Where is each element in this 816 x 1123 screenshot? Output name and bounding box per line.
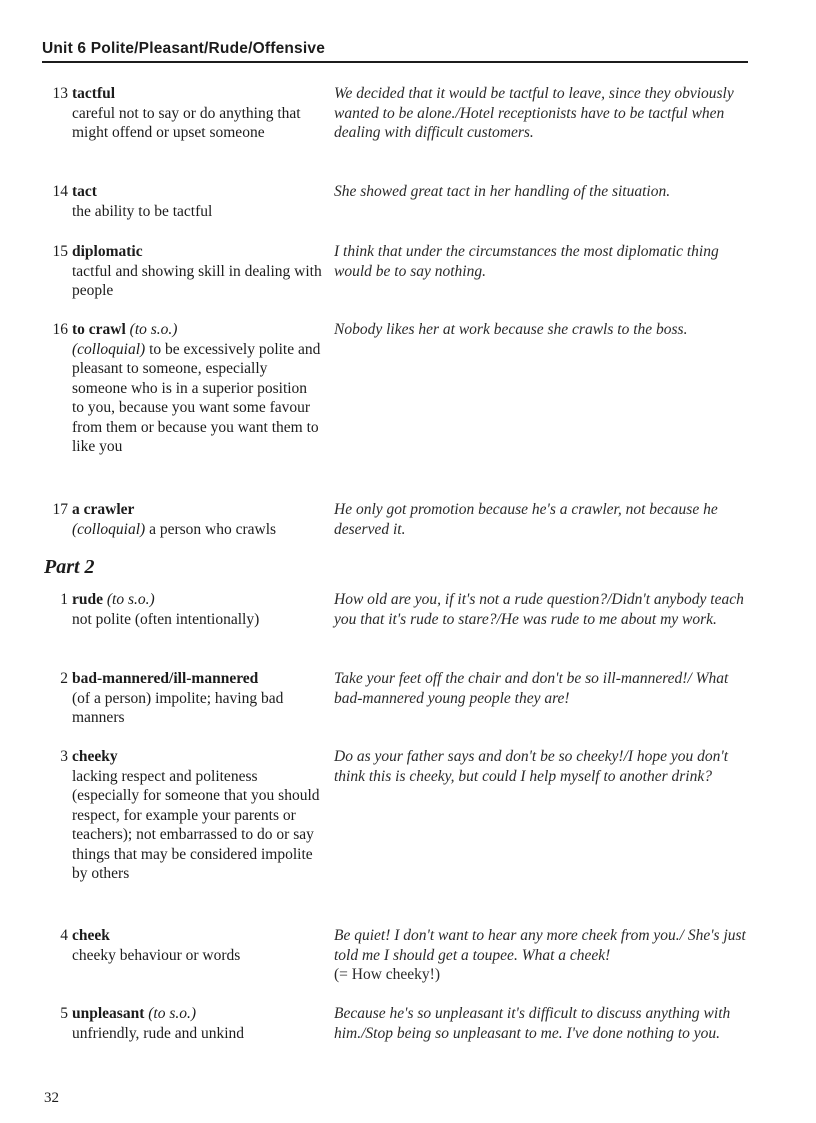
entry-example: We decided that it would be tactful to leave, since they obviously wanted to be alone./Hotel receptionists have to be tactful when dealing with difficult customers. — [334, 85, 734, 141]
entry-term-note: (to s.o.) — [106, 591, 155, 608]
running-header: Unit 6 Polite/Pleasant/Rude/Offensive — [42, 40, 748, 63]
entry-term: diplomatic — [72, 243, 143, 260]
entry-term: unpleasant — [72, 1005, 145, 1022]
entry-definition: the ability to be tactful — [72, 202, 213, 220]
entry-definition: not polite (often intentionally) — [72, 610, 260, 628]
register-label: (colloquial) — [72, 340, 146, 358]
entry-example: I think that under the circumstances the most diplomatic thing would be to say nothing. — [334, 243, 719, 280]
entry-number: 15 — [52, 243, 68, 260]
entry-example: Nobody likes her at work because she crawls to the boss. — [334, 321, 688, 338]
entry-definition: (of a person) impolite; having bad manners — [72, 689, 284, 726]
entry-term: cheek — [72, 927, 110, 944]
entry-example: Because he's so unpleasant it's difficult to discuss anything with him./Stop being so unpleasant to me. I've done nothing to you. — [334, 1005, 731, 1042]
entry-term: cheeky — [72, 748, 118, 765]
entry-number: 3 — [60, 748, 68, 765]
entry-number: 1 — [60, 591, 68, 608]
entry-example: How old are you, if it's not a rude question?/Didn't anybody teach you that it's rude to stare?/He was rude to me about my work. — [334, 591, 744, 628]
page-number: 32 — [44, 1090, 59, 1106]
entry-term: rude — [72, 591, 103, 608]
part-heading: Part 2 — [44, 556, 95, 578]
entry-number: 13 — [52, 85, 68, 102]
entry-term: tact — [72, 183, 97, 200]
entry-example: Be quiet! I don't want to hear any more cheek from you./ She's just told me I should get a toupee. What a cheek! — [334, 927, 746, 964]
entry-definition: lacking respect and politeness (especially for someone that you should respect, for example your parents or teachers); not embarrassed to do or say things that may be considered impolite by others — [72, 767, 320, 882]
entry-number: 14 — [52, 183, 68, 200]
entry-definition-block — [72, 340, 322, 457]
entry-term: bad-mannered/ill-mannered — [72, 670, 259, 687]
entry-term-note: (to s.o.) — [129, 321, 178, 338]
register-label: (colloquial) — [72, 520, 146, 538]
entry-example: Take your feet off the chair and don't be so ill-mannered!/ What bad-mannered young people they are! — [334, 670, 729, 707]
entry-definition: to be excessively polite and pleasant to someone, especially someone who is in a superior position to you, because you want some favour from them or because you want them to like you — [72, 340, 321, 455]
entry-example-block — [334, 926, 754, 985]
entry-number: 16 — [52, 321, 68, 338]
entry-term: a crawler — [72, 501, 135, 518]
entry-example: She showed great tact in her handling of the situation. — [334, 183, 671, 200]
entry-term: tactful — [72, 85, 116, 102]
entry-definition: careful not to say or do anything that might offend or upset someone — [72, 104, 301, 141]
entry-number: 2 — [60, 670, 68, 687]
entry-example-gloss: (= How cheeky!) — [334, 966, 441, 983]
entry-number: 5 — [60, 1005, 68, 1022]
entry-definition: a person who crawls — [149, 520, 277, 538]
entry-example: Do as your father says and don't be so cheeky!/I hope you don't think this is cheeky, but could I help myself to another drink? — [334, 748, 729, 785]
entry-number: 4 — [60, 927, 68, 944]
entry-example: He only got promotion because he's a crawler, not because he deserved it. — [334, 501, 718, 538]
entry-number: 17 — [52, 501, 68, 518]
entry-definition: unfriendly, rude and unkind — [72, 1024, 245, 1042]
entry-term-note: (to s.o.) — [148, 1005, 197, 1022]
entry-definition: cheeky behaviour or words — [72, 946, 241, 964]
entry-definition-block — [72, 520, 322, 540]
entry-term: to crawl — [72, 321, 126, 338]
entry-definition: tactful and showing skill in dealing with people — [72, 262, 322, 299]
